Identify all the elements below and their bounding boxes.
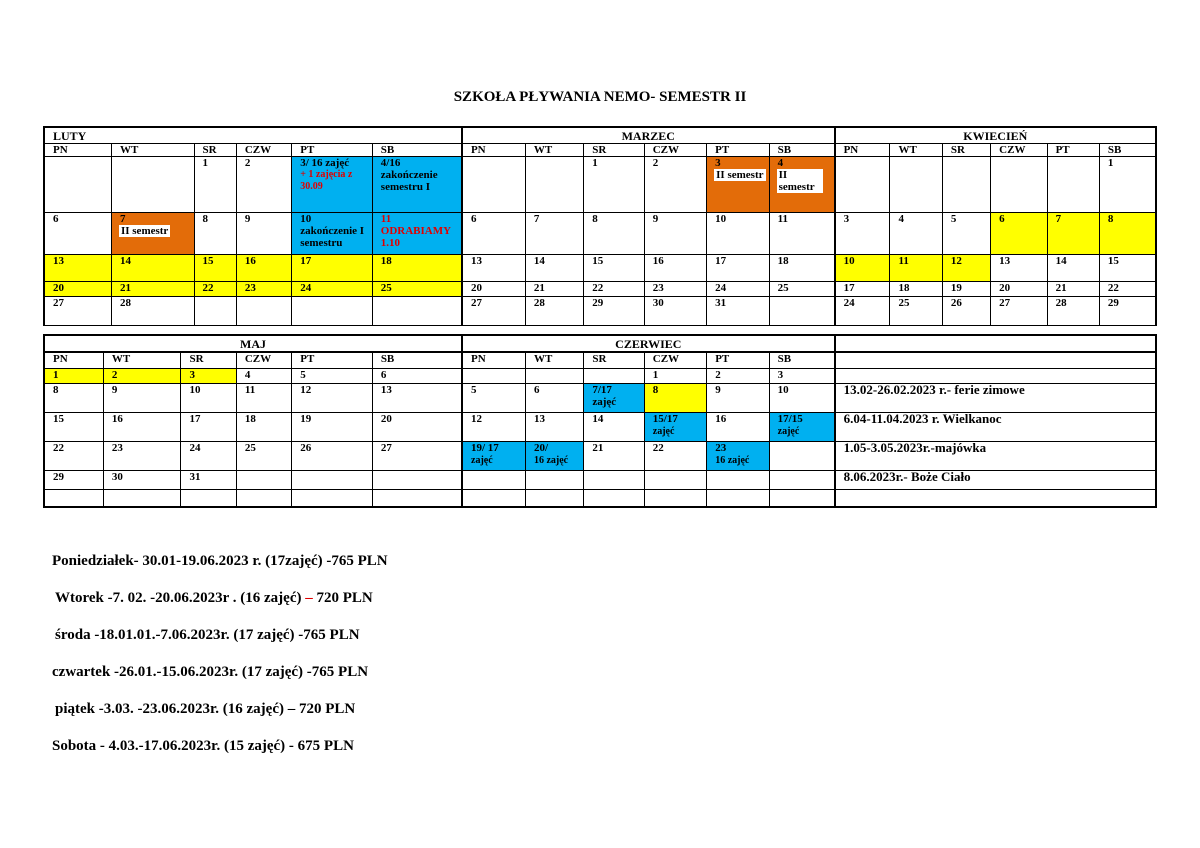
day-cell [462, 470, 525, 489]
day-cell: 14 [584, 412, 644, 441]
holiday-cell [835, 489, 1156, 507]
month-luty: LUTY [44, 127, 462, 144]
day-cell: 15 [194, 255, 236, 282]
month-czerwiec: CZERWIEC [462, 335, 835, 352]
day-cell [44, 157, 111, 213]
day-cell: 15 [44, 412, 103, 441]
day-header: PN [462, 144, 525, 157]
day-header: CZW [644, 352, 706, 368]
day-cell [372, 297, 462, 326]
day-cell: 9 [644, 213, 706, 255]
day-cell: 9 [103, 383, 181, 412]
day-cell [644, 489, 706, 507]
day-cell [769, 157, 834, 213]
day-cell: 8 [44, 383, 103, 412]
day-cell: 8 [584, 213, 644, 255]
day-cell [236, 489, 291, 507]
day-cell: 13 [525, 412, 583, 441]
day-header: SR [181, 352, 236, 368]
day-cell [372, 157, 462, 213]
day-cell: 3 [181, 368, 236, 383]
day-cell: 22 [194, 282, 236, 297]
day-cell: 16 [707, 412, 769, 441]
day-cell [372, 470, 462, 489]
day-cell: 4 [890, 213, 942, 255]
day-cell: 28 [111, 297, 194, 326]
cell-label: 10 [300, 213, 312, 225]
day-header: SB [769, 352, 834, 368]
holiday-cell [835, 352, 1156, 368]
day-cell: 18 [769, 255, 834, 282]
price-tuesday [55, 590, 373, 607]
day-cell: 18 [890, 282, 942, 297]
day-cell: 25 [236, 441, 291, 470]
day-cell [525, 157, 583, 213]
day-cell: 10 [181, 383, 236, 412]
day-cell: 23 [103, 441, 181, 470]
calendar-bottom [43, 334, 1157, 508]
day-cell [292, 297, 373, 326]
price-saturday: Sobota - 4.03.-17.06.2023r. (15 zajęć) - 675 PLN [52, 738, 354, 754]
day-header: CZW [644, 144, 706, 157]
day-cell [462, 157, 525, 213]
day-header: WT [103, 352, 181, 368]
day-cell: 2 [103, 368, 181, 383]
price-tuesday-dash: – [305, 590, 317, 606]
day-cell [236, 470, 291, 489]
day-cell [835, 157, 890, 213]
day-cell: 31 [181, 470, 236, 489]
day-cell [372, 489, 462, 507]
day-cell: 24 [707, 282, 769, 297]
day-cell: 24 [292, 282, 373, 297]
day-cell: 12 [292, 383, 373, 412]
cell-label: 11 [380, 213, 392, 225]
day-cell [890, 157, 942, 213]
day-cell: 3 [835, 213, 890, 255]
day-cell [236, 297, 291, 326]
day-cell: 3 [769, 368, 834, 383]
month-maj: MAJ [44, 335, 462, 352]
day-cell: 6 [991, 213, 1047, 255]
day-cell: 1 [1099, 157, 1156, 213]
cell-note: II semestr [714, 169, 766, 181]
cell-label: 7 [119, 213, 126, 225]
price-tuesday-text: Wtorek -7. 02. -20.06.2023r . (16 zajęć) [55, 590, 306, 606]
day-cell: 7 [1047, 213, 1099, 255]
day-cell: 21 [111, 282, 194, 297]
day-cell: 8 [194, 213, 236, 255]
day-header: WT [111, 144, 194, 157]
day-cell: 17 [835, 282, 890, 297]
day-cell: 20 [372, 412, 462, 441]
day-header: SB [769, 144, 834, 157]
day-cell: 1 [194, 157, 236, 213]
holiday-cell [835, 368, 1156, 383]
cell-note: + 1 zajęcia z 30.09 [300, 169, 353, 192]
day-cell [292, 213, 373, 255]
day-cell [707, 489, 769, 507]
day-cell: 22 [584, 282, 644, 297]
day-cell: 18 [236, 412, 291, 441]
day-cell: 1 [44, 368, 103, 383]
day-cell: 6 [525, 383, 583, 412]
day-cell: 12 [942, 255, 990, 282]
day-cell [462, 368, 525, 383]
cell-label: 3 [715, 157, 721, 169]
day-cell [584, 470, 644, 489]
day-cell: 1 [584, 157, 644, 213]
day-cell: 5 [942, 213, 990, 255]
day-cell: 17 [181, 412, 236, 441]
day-cell: 30 [644, 297, 706, 326]
day-cell: 30 [103, 470, 181, 489]
day-cell: 19 [942, 282, 990, 297]
day-cell: 26 [292, 441, 373, 470]
day-cell: 16 [103, 412, 181, 441]
cell-label: 4/16 [380, 157, 401, 169]
day-cell: 29 [584, 297, 644, 326]
day-cell: 11 [769, 213, 834, 255]
day-header: PN [44, 144, 111, 157]
day-cell: 20/ 16 zajęć [525, 441, 583, 470]
day-cell: 18 [372, 255, 462, 282]
day-cell: 23 16 zajęć [707, 441, 769, 470]
day-cell [707, 470, 769, 489]
day-cell: 9 [236, 213, 291, 255]
day-cell [769, 297, 834, 326]
day-cell: 16 [644, 255, 706, 282]
day-cell [644, 470, 706, 489]
day-header: WT [890, 144, 942, 157]
day-cell [111, 157, 194, 213]
day-cell: 29 [1099, 297, 1156, 326]
cell-note: II semestr [777, 169, 823, 193]
day-cell [181, 489, 236, 507]
day-cell: 11 [236, 383, 291, 412]
day-header: SB [1099, 144, 1156, 157]
day-cell: 13 [991, 255, 1047, 282]
day-cell: 22 [1099, 282, 1156, 297]
day-cell: 27 [44, 297, 111, 326]
day-cell: 19/ 17 zajęć [462, 441, 525, 470]
day-cell [462, 489, 525, 507]
day-cell: 24 [835, 297, 890, 326]
day-cell [707, 157, 769, 213]
day-header: PN [835, 144, 890, 157]
day-cell [769, 470, 834, 489]
day-cell: 7 [525, 213, 583, 255]
day-cell: 21 [525, 282, 583, 297]
day-cell: 17/15 zajęć [769, 412, 834, 441]
day-cell: 26 [942, 297, 990, 326]
day-cell: 19 [292, 412, 373, 441]
day-cell: 13 [44, 255, 111, 282]
day-header: SR [584, 144, 644, 157]
day-cell: 25 [890, 297, 942, 326]
day-cell [292, 157, 373, 213]
day-cell: 22 [644, 441, 706, 470]
day-header: PT [707, 144, 769, 157]
cell-label: 4 [777, 157, 784, 169]
month-kwiecien: KWIECIEŃ [835, 127, 1156, 144]
day-cell: 24 [181, 441, 236, 470]
day-cell [525, 368, 583, 383]
day-cell [942, 157, 990, 213]
price-wednesday: środa -18.01.01.-7.06.2023r. (17 zajęć) -765 PLN [55, 627, 360, 643]
day-cell: 27 [462, 297, 525, 326]
holiday-item: 1.05-3.05.2023r.-majówka [835, 441, 1156, 470]
day-cell: 6 [372, 368, 462, 383]
day-cell: 1 [644, 368, 706, 383]
day-cell: 20 [991, 282, 1047, 297]
day-cell: 31 [707, 297, 769, 326]
day-header: SB [372, 144, 462, 157]
holiday-item: 8.06.2023r.- Boże Ciało [835, 470, 1156, 489]
day-cell: 14 [525, 255, 583, 282]
day-cell: 8 [1099, 213, 1156, 255]
price-friday: piątek -3.03. -23.06.2023r. (16 zajęć) – 720 PLN [55, 701, 356, 717]
holiday-item: 6.04-11.04.2023 r. Wielkanoc [835, 412, 1156, 441]
day-cell: 2 [707, 368, 769, 383]
month-marzec: MARZEC [462, 127, 835, 144]
day-cell [769, 489, 834, 507]
day-cell: 13 [372, 383, 462, 412]
day-header: PN [462, 352, 525, 368]
day-cell: 27 [372, 441, 462, 470]
day-cell [292, 470, 373, 489]
day-cell [44, 489, 103, 507]
day-cell: 20 [44, 282, 111, 297]
day-header: CZW [236, 144, 291, 157]
day-cell: 10 [707, 213, 769, 255]
day-cell: 14 [111, 255, 194, 282]
day-header: SR [942, 144, 990, 157]
day-cell [991, 157, 1047, 213]
day-cell [194, 297, 236, 326]
page-title: SZKOŁA PŁYWANIA NEMO- SEMESTR II [453, 89, 747, 105]
day-cell: 16 [236, 255, 291, 282]
day-header: CZW [236, 352, 291, 368]
day-cell: 23 [236, 282, 291, 297]
day-cell: 21 [1047, 282, 1099, 297]
day-cell [525, 470, 583, 489]
day-cell [584, 489, 644, 507]
day-cell: 4 [236, 368, 291, 383]
day-header: PN [44, 352, 103, 368]
day-cell: 21 [584, 441, 644, 470]
day-cell [525, 489, 583, 507]
day-header: WT [525, 144, 583, 157]
day-header: PT [1047, 144, 1099, 157]
holiday-item: 13.02-26.02.2023 r.- ferie zimowe [835, 383, 1156, 412]
day-cell: 27 [991, 297, 1047, 326]
day-cell: 10 [835, 255, 890, 282]
day-header: SR [584, 352, 644, 368]
day-cell: 28 [1047, 297, 1099, 326]
day-cell: 17 [707, 255, 769, 282]
day-cell: 15/17 zajęć [644, 412, 706, 441]
day-cell: 20 [462, 282, 525, 297]
day-cell: 5 [462, 383, 525, 412]
price-monday: Poniedziałek- 30.01-19.06.2023 r. (17zajęć) -765 PLN [52, 553, 388, 569]
day-cell: 22 [44, 441, 103, 470]
day-header: SB [372, 352, 462, 368]
price-thursday: czwartek -26.01.-15.06.2023r. (17 zajęć) -765 PLN [52, 664, 369, 680]
price-tuesday-amount: 720 PLN [316, 590, 373, 606]
day-cell [292, 489, 373, 507]
cell-note: ODRABIAMY 1.10 [380, 225, 451, 249]
holiday-header-blank [835, 335, 1156, 352]
day-cell: 17 [292, 255, 373, 282]
day-cell: 10 [769, 383, 834, 412]
cell-label: 3/ 16 zajęć [300, 157, 350, 169]
day-cell: 2 [236, 157, 291, 213]
day-cell: 23 [644, 282, 706, 297]
day-cell: 29 [44, 470, 103, 489]
day-cell: 25 [769, 282, 834, 297]
calendar-top [43, 126, 1157, 326]
day-cell [769, 441, 834, 470]
day-header: PT [707, 352, 769, 368]
day-cell: 12 [462, 412, 525, 441]
day-header: CZW [991, 144, 1047, 157]
day-cell: 6 [462, 213, 525, 255]
day-cell: 9 [707, 383, 769, 412]
day-cell: 7/17 zajęć [584, 383, 644, 412]
cell-note: zakończenie I semestru [300, 225, 365, 249]
day-cell: 28 [525, 297, 583, 326]
day-cell [584, 368, 644, 383]
day-cell: 5 [292, 368, 373, 383]
day-header: SR [194, 144, 236, 157]
day-header: PT [292, 352, 373, 368]
day-cell: 25 [372, 282, 462, 297]
day-cell: 15 [1099, 255, 1156, 282]
day-cell: 2 [644, 157, 706, 213]
day-cell [111, 213, 194, 255]
day-cell: 15 [584, 255, 644, 282]
day-cell: 8 [644, 383, 706, 412]
day-header: WT [525, 352, 583, 368]
cell-note: II semestr [120, 225, 169, 237]
day-cell [1047, 157, 1099, 213]
day-cell: 11 [890, 255, 942, 282]
cell-note: zakończenie semestru I [380, 169, 438, 193]
day-cell: 13 [462, 255, 525, 282]
day-cell [103, 489, 181, 507]
day-header: PT [292, 144, 373, 157]
day-cell [372, 213, 462, 255]
day-cell: 6 [44, 213, 111, 255]
day-cell: 14 [1047, 255, 1099, 282]
